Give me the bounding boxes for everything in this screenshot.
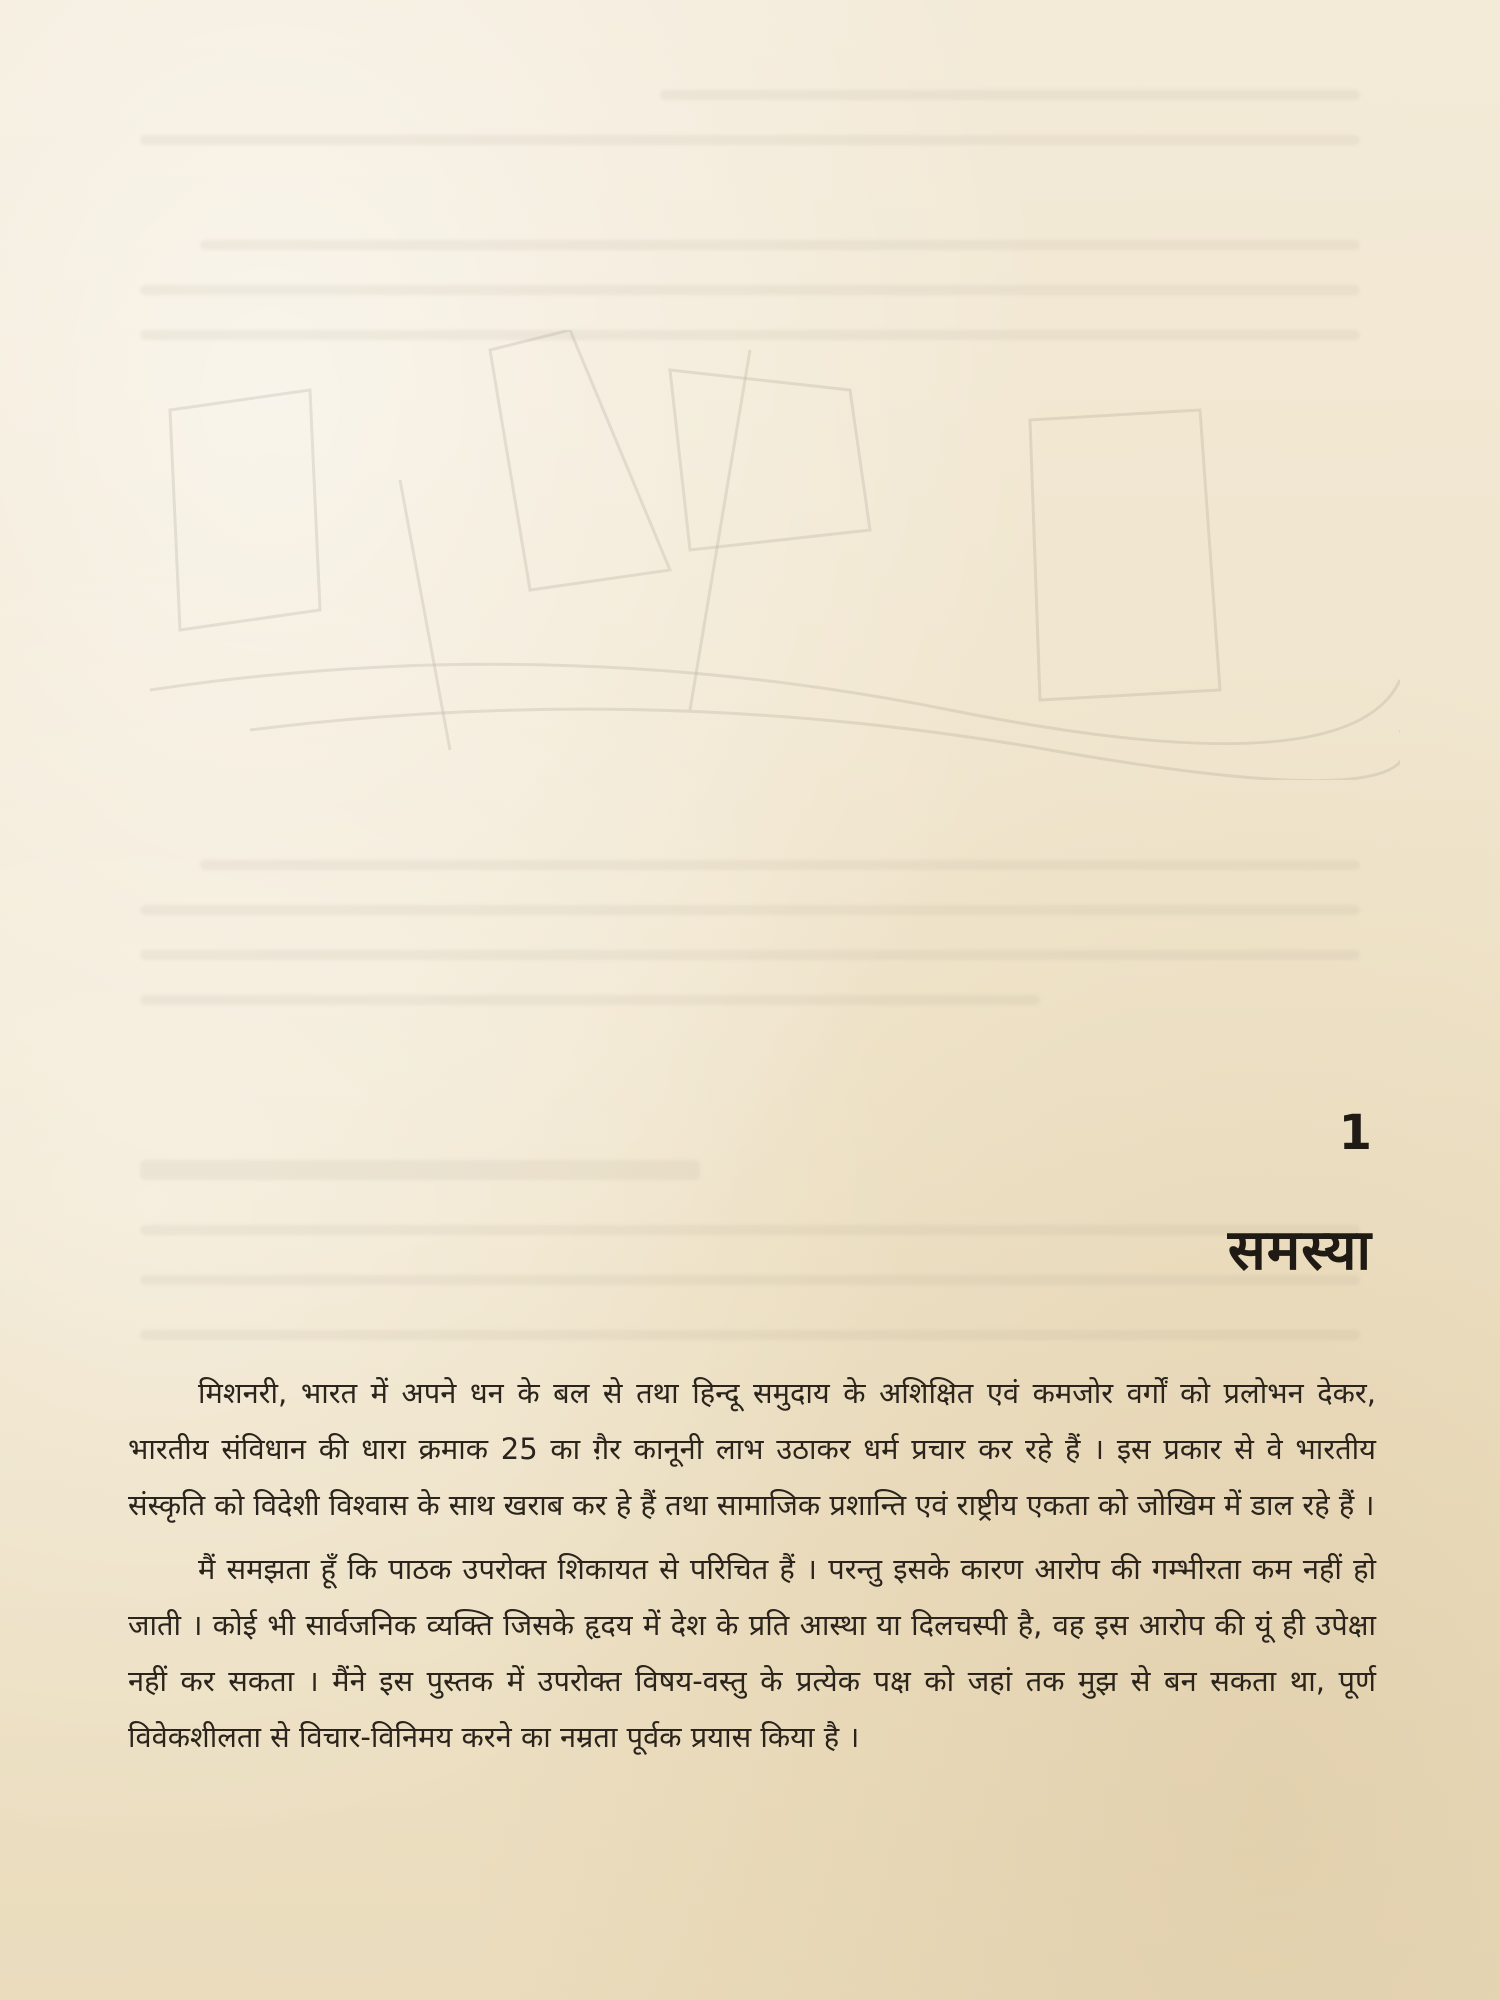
chapter-title: समस्या xyxy=(1227,1218,1372,1283)
paragraph-2: मैं समझता हूँ कि पाठक उपरोक्त शिकायत से परिचित हैं । परन्तु इसके कारण आरोप की गम्भीरता कम नहीं हो जाती । कोई भी सार्वजनिक व्यक्ति जिसके हृदय में देश के प्रति आस्था या दिलचस्पी है, वह इस आरोप की यूं ही उपेक्षा नहीं कर सकता । मैंने इस पुस्तक में उपरोक्त विषय-वस्तु के प्रत्येक पक्ष को जहां तक मुझ से बन सकता था, पूर्ण विवेकशीलता से विचार-विनिमय करने का नम्रता पूर्वक प्रयास किया है । xyxy=(128,1552,1376,1754)
chapter-number: 1 xyxy=(1338,1105,1372,1161)
bleed-through-illustration xyxy=(150,330,1400,780)
paragraph-1: मिशनरी, भारत में अपने धन के बल से तथा हिन्दू समुदाय के अशिक्षित एवं कमजोर वर्गों को प्रलोभन देकर, भारतीय संविधान की धारा क्रमाक 25 का ग़ैर कानूनी लाभ उठाकर धर्म प्रचार कर रहे हैं । इस प्रकार से वे भारतीय संस्कृति को विदेशी विश्वास के साथ खराब कर हे हैं तथा सामाजिक प्रशान्ति एवं राष्ट्रीय एकता को जोखिम में डाल रहे हैं । xyxy=(128,1376,1376,1522)
chapter-body xyxy=(128,1365,1376,1765)
